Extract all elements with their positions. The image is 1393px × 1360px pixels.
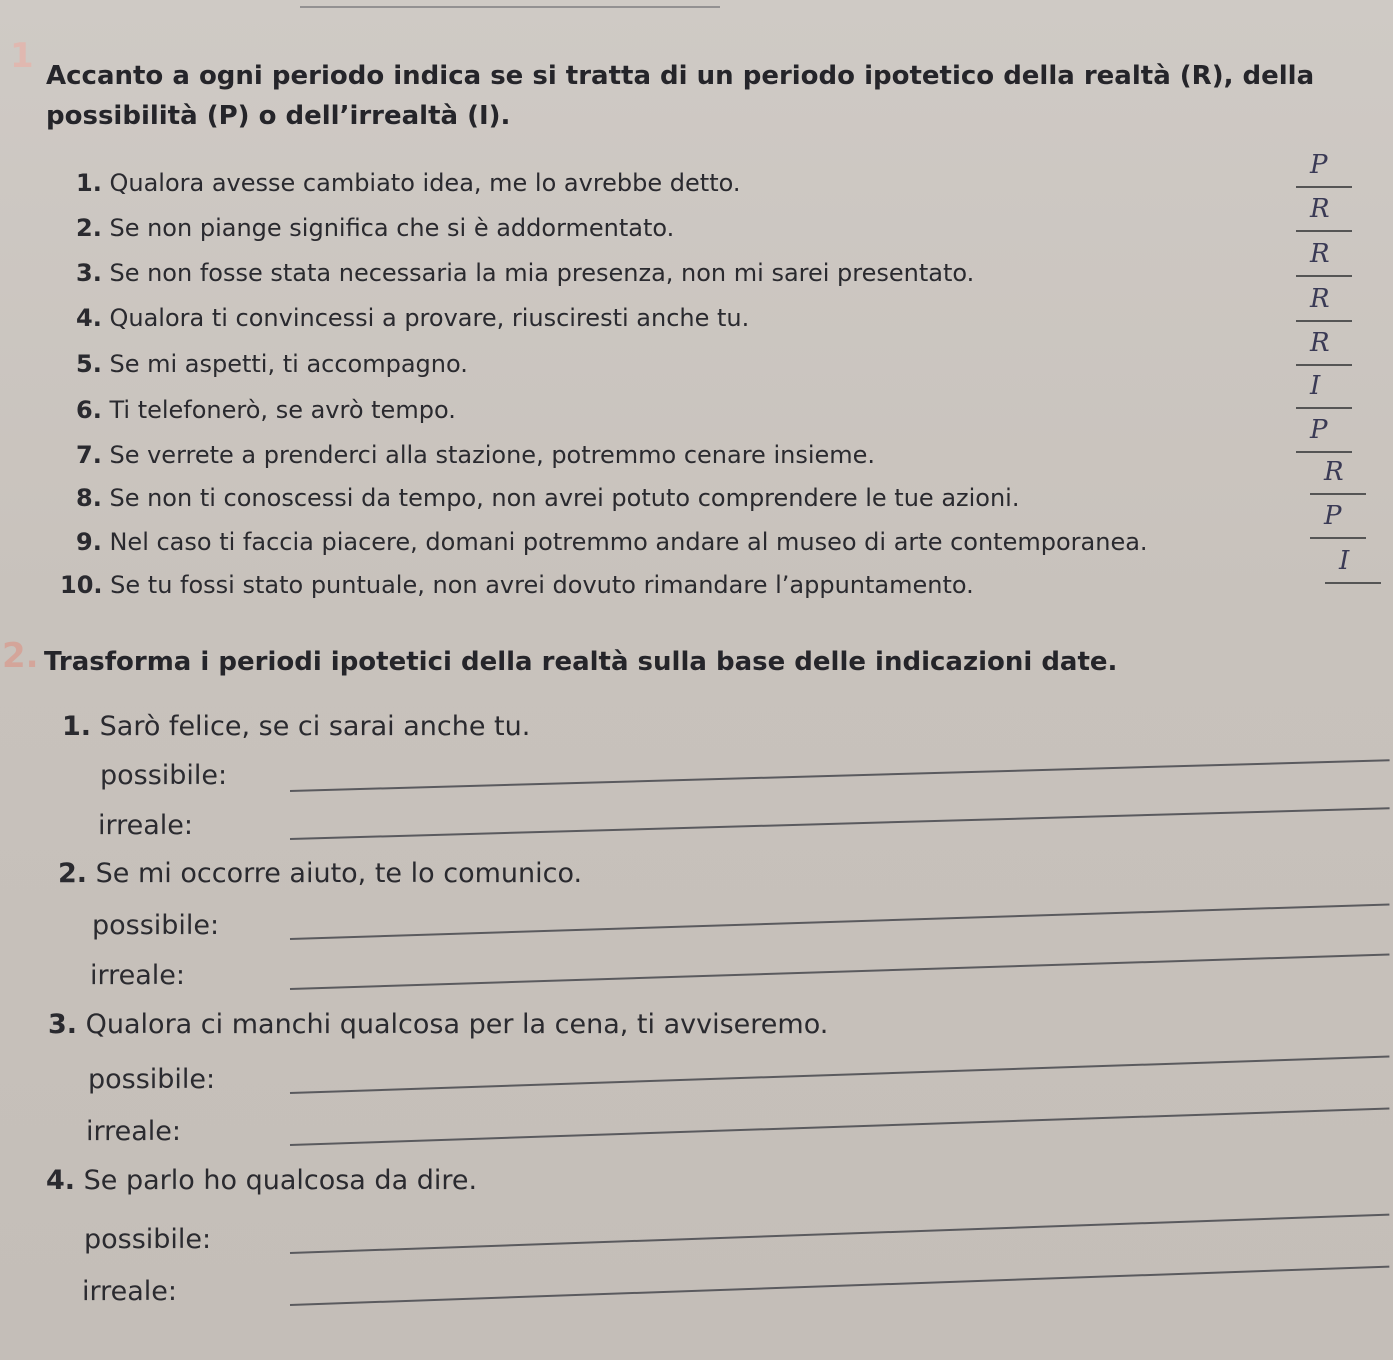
handwritten-answer: R (1324, 457, 1344, 487)
item-number: 5. (76, 350, 102, 378)
answer-line-irreale-4[interactable] (290, 1266, 1389, 1306)
handwritten-answer: P (1324, 501, 1342, 531)
answer-slot-1[interactable] (1296, 150, 1352, 188)
item-text: Se tu fossi stato puntuale, non avrei dovuto rimandare l’appuntamento. (110, 571, 974, 599)
ex1-item-6 (76, 395, 456, 425)
answer-line-possibile-2[interactable] (290, 903, 1390, 940)
top-rule (300, 6, 720, 8)
item-number: 2. (76, 214, 102, 242)
exercise-1-number: 1 (10, 36, 34, 76)
answer-slot-6[interactable] (1296, 371, 1352, 409)
ex1-item-8 (76, 483, 1019, 513)
handwritten-answer: R (1310, 284, 1330, 314)
answer-slot-8[interactable] (1310, 457, 1366, 495)
item-number: 4. (46, 1165, 76, 1196)
answer-slot-4[interactable] (1296, 284, 1352, 322)
item-text: Sarò felice, se ci sarai anche tu. (99, 711, 531, 742)
handwritten-answer: R (1310, 239, 1330, 269)
item-text: Se non fosse stata necessaria la mia presenza, non mi sarei presentato. (109, 259, 975, 287)
handwritten-answer: I (1310, 371, 1321, 401)
answer-slot-3[interactable] (1296, 239, 1352, 277)
answer-line-irreale-2[interactable] (290, 953, 1390, 990)
handwritten-answer: R (1310, 194, 1330, 224)
item-text: Se non piange significa che si è addormentato. (109, 214, 675, 242)
ex1-item-5 (76, 349, 468, 379)
ex2-item-3 (48, 1008, 828, 1042)
handwritten-answer: P (1310, 415, 1328, 445)
exercise-1-instruction: Accanto a ogni periodo indica se si tratta di un periodo ipotetico della realtà (R), della possibilità (P) o dell’irrealtà (I). (46, 61, 1315, 131)
item-text: Se parlo ho qualcosa da dire. (83, 1165, 478, 1196)
item-text: Qualora avesse cambiato idea, me lo avrebbe detto. (109, 169, 741, 197)
item-text: Se mi occorre aiuto, te lo comunico. (95, 858, 583, 889)
ex2-item-4 (46, 1164, 477, 1198)
label-irreale: irreale: (82, 1276, 178, 1307)
answer-line-possibile-1[interactable] (290, 759, 1390, 792)
item-number: 10. (60, 571, 103, 599)
handwritten-answer: I (1339, 546, 1350, 576)
ex1-item-2 (76, 213, 674, 243)
label-possibile: possibile: (92, 910, 220, 941)
handwritten-answer: R (1310, 328, 1330, 358)
item-number: 4. (76, 304, 102, 332)
answer-line-possibile-3[interactable] (290, 1056, 1389, 1094)
answer-slot-9[interactable] (1310, 501, 1366, 539)
ex1-item-7 (76, 440, 875, 470)
item-text: Se verrete a prenderci alla stazione, potremmo cenare insieme. (109, 441, 876, 469)
label-possibile: possibile: (88, 1064, 216, 1095)
ex1-item-1 (76, 168, 741, 198)
item-number: 8. (76, 484, 102, 512)
label-possibile: possibile: (100, 760, 228, 791)
answer-line-possibile-4[interactable] (290, 1214, 1389, 1254)
answer-slot-2[interactable] (1296, 194, 1352, 232)
ex2-item-2 (58, 857, 582, 891)
answer-slot-10[interactable] (1325, 546, 1381, 584)
item-number: 9. (76, 528, 102, 556)
answer-line-irreale-1[interactable] (290, 807, 1390, 840)
item-number: 1. (62, 711, 92, 742)
ex2-item-1 (62, 710, 530, 744)
item-text: Nel caso ti faccia piacere, domani potremmo andare al museo di arte contemporanea. (109, 528, 1148, 556)
exercise-2-instruction: Trasforma i periodi ipotetici della realtà sulla base delle indicazioni date. (44, 647, 1118, 677)
answer-slot-7[interactable] (1296, 415, 1352, 453)
ex1-item-4 (76, 303, 749, 333)
label-irreale: irreale: (98, 810, 194, 841)
item-number: 3. (76, 259, 102, 287)
answer-slot-5[interactable] (1296, 328, 1352, 366)
item-text: Qualora ci manchi qualcosa per la cena, ti avviseremo. (85, 1009, 829, 1040)
label-irreale: irreale: (90, 960, 186, 991)
item-text: Qualora ti convincessi a provare, riusciresti anche tu. (109, 304, 750, 332)
exercise-2-number: 2. (2, 636, 39, 676)
item-text: Se non ti conoscessi da tempo, non avrei potuto comprendere le tue azioni. (109, 484, 1020, 512)
ex1-item-3 (76, 258, 974, 288)
item-number: 6. (76, 396, 102, 424)
item-text: Se mi aspetti, ti accompagno. (109, 350, 468, 378)
ex1-item-10 (60, 570, 974, 600)
item-number: 7. (76, 441, 102, 469)
ex1-item-9 (76, 527, 1148, 557)
handwritten-answer: P (1310, 150, 1328, 180)
answer-line-irreale-3[interactable] (290, 1108, 1389, 1146)
item-number: 3. (48, 1009, 78, 1040)
label-possibile: possibile: (84, 1224, 212, 1255)
item-number: 2. (58, 858, 88, 889)
item-number: 1. (76, 169, 102, 197)
item-text: Ti telefonerò, se avrò tempo. (109, 396, 456, 424)
label-irreale: irreale: (86, 1116, 182, 1147)
